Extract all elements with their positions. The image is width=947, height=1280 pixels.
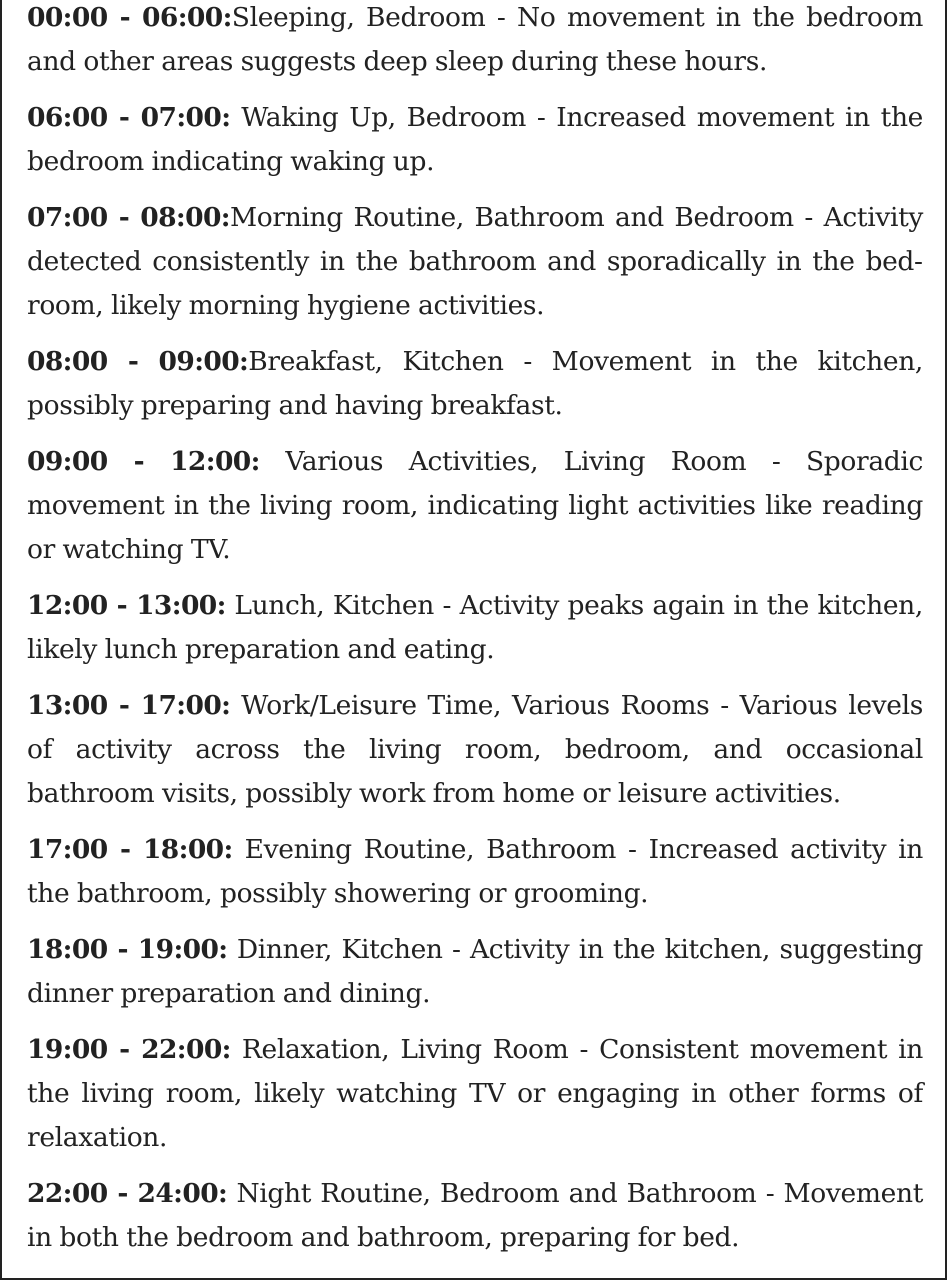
entry-description: Work/Leisure Time, Various Rooms - Various levels of activity across the living room, bedroom, and occasional bathroom visits, possibly work from home or leisure activities. — [27, 690, 923, 809]
entry-description: Lunch, Kitchen - Activity peaks again in the kitchen, likely lunch preparation and eating. — [27, 590, 923, 665]
time-range: 19:00 - 22:00: — [27, 1034, 231, 1065]
schedule-entry-lunch — [27, 584, 923, 672]
time-range: 18:00 - 19:00: — [27, 934, 228, 965]
entry-description: Breakfast, Kitchen - Movement in the kitchen, possibly preparing and having breakfast. — [27, 346, 923, 421]
entry-description: Dinner, Kitchen - Activity in the kitchen, suggesting dinner preparation and dining. — [27, 934, 923, 1009]
schedule-entry-various-activities — [27, 440, 923, 572]
entry-description: Night Routine, Bedroom and Bathroom - Movement in both the bedroom and bathroom, preparing for bed. — [27, 1178, 923, 1253]
entry-description: Various Activities, Living Room - Sporadic movement in the living room, indicating light activities like reading or watching TV. — [27, 446, 923, 565]
time-range: 08:00 - 09:00: — [27, 346, 249, 377]
time-range: 06:00 - 07:00: — [27, 102, 231, 133]
time-range: 17:00 - 18:00: — [27, 834, 233, 865]
entry-description: Sleeping, Bedroom - No movement in the bedroom and other areas suggests deep sleep during these hours. — [27, 2, 923, 77]
schedule-entry-evening-routine — [27, 828, 923, 916]
time-range: 13:00 - 17:00: — [27, 690, 231, 721]
entry-description: Waking Up, Bedroom - Increased movement in the bedroom indicating waking up. — [27, 102, 923, 177]
schedule-entry-breakfast — [27, 340, 923, 428]
entry-description: Relaxation, Living Room - Consistent movement in the living room, likely watching TV or engaging in other forms of relaxation. — [27, 1034, 923, 1153]
time-range: 00:00 - 06:00: — [27, 2, 232, 33]
schedule-entry-night-routine — [27, 1172, 923, 1260]
schedule-entry-sleeping — [27, 0, 923, 84]
schedule-entry-relaxation — [27, 1028, 923, 1160]
schedule-entry-dinner — [27, 928, 923, 1016]
time-range: 07:00 - 08:00: — [27, 202, 230, 233]
schedule-entry-morning-routine — [27, 196, 923, 328]
schedule-entry-work-leisure — [27, 684, 923, 816]
daily-schedule — [27, 0, 923, 1272]
schedule-entry-waking-up — [27, 96, 923, 184]
entry-description: Evening Routine, Bathroom - Increased activity in the bathroom, possibly showering or grooming. — [27, 834, 923, 909]
time-range: 09:00 - 12:00: — [27, 446, 260, 477]
time-range: 22:00 - 24:00: — [27, 1178, 228, 1209]
time-range: 12:00 - 13:00: — [27, 590, 226, 621]
entry-description: Morning Routine, Bathroom and Bedroom - Activity detected consistently in the bathroom and sporadically in the bedroom, likely morning hygiene activities. — [27, 202, 923, 321]
